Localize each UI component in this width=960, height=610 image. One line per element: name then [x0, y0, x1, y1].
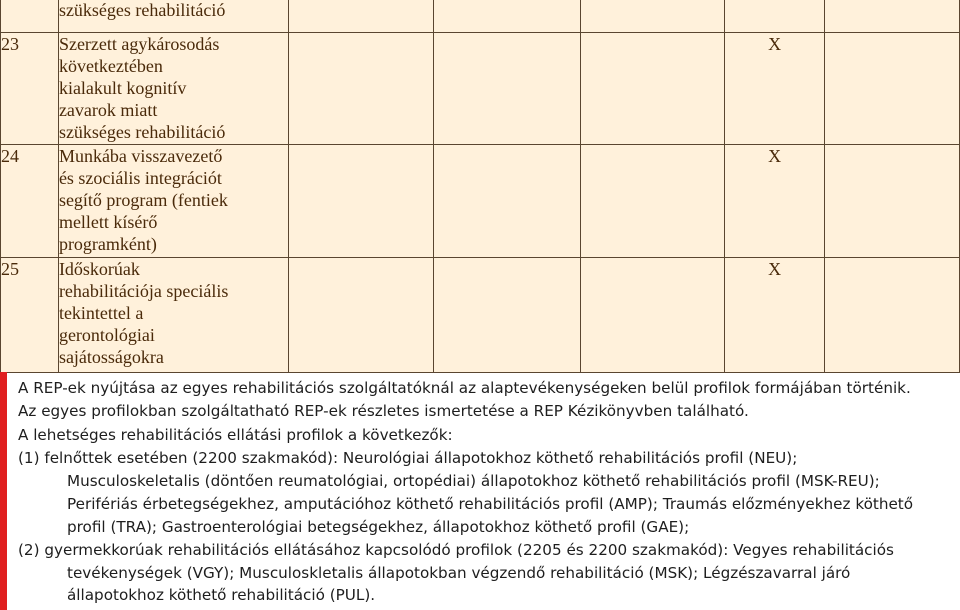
list-item-adults-cont: profil (TRA); Gastroenterológiai betegségekhez, állapotokhoz köthető profil (GAE);	[67, 518, 690, 536]
margin-change-bar	[0, 372, 7, 610]
list-item-adults-cont: Perifériás érbetegségekhez, amputációhoz köthető rehabilitációs profil (AMP); Traumás előzményekhez köthető	[67, 495, 914, 513]
table-row	[1, 0, 960, 33]
list-item-children-cont: tevékenységek (VGY); Musculoskletalis állapotokban végzendő rehabilitáció (MSK); Légzészavarral járó	[67, 564, 851, 582]
table-row	[1, 258, 960, 373]
list-item-children-cont: állapotokhoz köthető rehabilitáció (PUL).	[67, 586, 376, 604]
list-item-children: (2) gyermekkorúak rehabilitációs ellátásához kapcsolódó profilok (2205 és 2200 szakmakód): Vegyes rehabilitációs	[18, 541, 894, 559]
row-title: Szerzett agykárosodás következtében kialakult kognitív zavarok miatt szükséges rehabilitáció	[58, 33, 288, 145]
row-number	[1, 0, 59, 33]
row-number: 25	[1, 258, 59, 373]
list-item-adults-cont: Musculoskeletalis (döntően reumatológiai, ortopédiai) állapotokhoz köthető rehabilitációs profil (MSK-REU);	[67, 472, 880, 490]
row-mark: X	[725, 33, 825, 145]
row-mark: X	[725, 145, 825, 258]
row-mark: X	[725, 258, 825, 373]
list-item-adults: (1) felnőttek esetében (2200 szakmakód): Neurológiai állapotokhoz köthető rehabilitációs profil (NEU);	[18, 449, 798, 467]
row-number: 23	[1, 33, 59, 145]
paragraph-rep-delivery: A REP-ek nyújtása az egyes rehabilitációs szolgáltatóknál az alaptevékenységeken belül profilok formájában történik.	[18, 379, 911, 397]
row-title: Munkába visszavezető és szociális integrációt segítő program (fentiek mellett kísérő programként)	[58, 145, 288, 258]
row-number: 24	[1, 145, 59, 258]
table-row	[1, 145, 960, 258]
row-title: Időskorúak rehabilitációja speciális tekintettel a gerontológiai sajátosságokra	[58, 258, 288, 373]
table-row	[1, 33, 960, 145]
paragraph-profiles-intro: A lehetséges rehabilitációs ellátási profilok a következők:	[18, 426, 453, 444]
row-mark	[725, 0, 825, 33]
row-title: szükséges rehabilitáció	[58, 0, 288, 33]
paragraph-rep-handbook: Az egyes profilokban szolgáltatható REP-ek részletes ismertetése a REP Kézikönyvben található.	[18, 402, 749, 420]
